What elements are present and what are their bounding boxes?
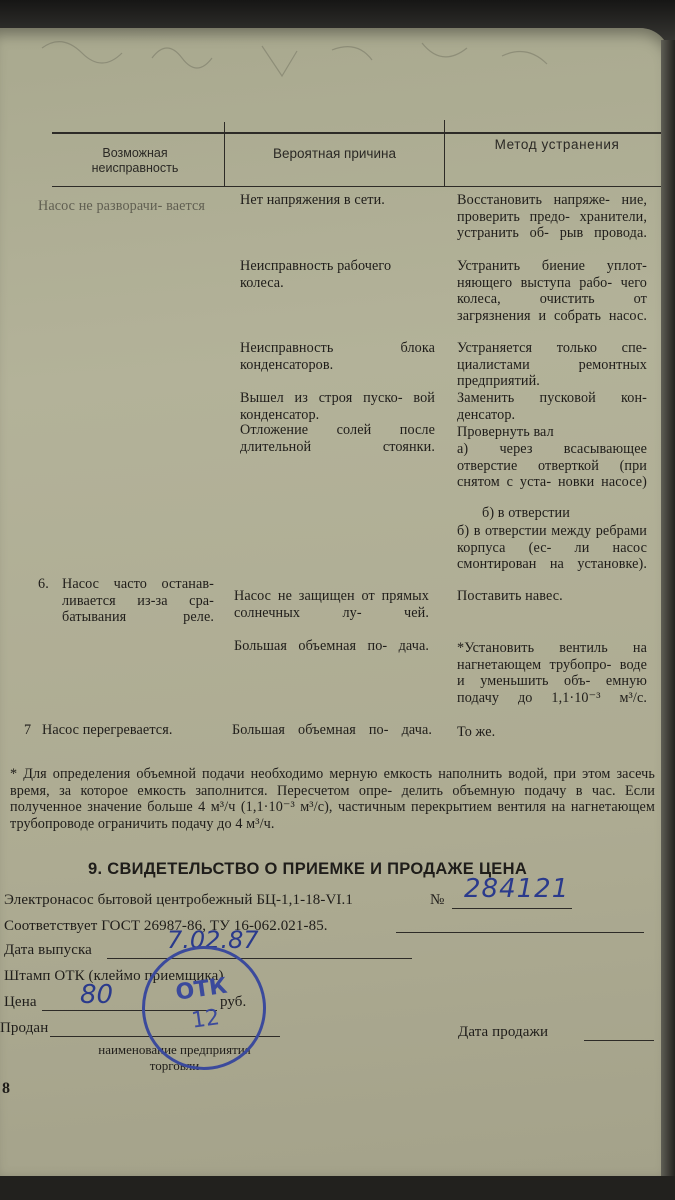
fault-5: Насос не разворачи- вается [38, 198, 205, 214]
price-label: Цена [4, 994, 37, 1010]
cause-5-4: Вышел из строя пуско- вой конденсатор. [240, 390, 435, 423]
remedy-5-5-c: б) в отверстии между ребрами корпуса (ес- ли насос смонтирован на установке). [457, 523, 647, 573]
table-header-rule [52, 186, 662, 187]
serial-line [452, 908, 572, 909]
remedy-5-5: Провернуть вал [457, 424, 554, 440]
price-unit: руб. [220, 994, 247, 1010]
serial-handwritten: 284121 [464, 874, 570, 904]
price-handwritten: 80 [80, 980, 114, 1010]
cause-5-2: Неисправность рабочего колеса. [240, 258, 392, 291]
page-number: 8 [2, 1080, 10, 1097]
certificate-heading: 9. СВИДЕТЕЛЬСТВО О ПРИЕМКЕ И ПРОДАЖЕ ЦЕНА [88, 860, 528, 878]
header-divider-2 [444, 120, 445, 186]
header-remedy: Метод устранения [494, 137, 620, 152]
remedy-5-3: Устраняется только спе- циалистами ремонтных предприятий. [457, 340, 647, 390]
footnote: * Для определения объемной подачи необходимо мерную емкость наполнить водой, при этом засечь время, за которое емкость заполнится. Пересчетом опре- делить объемную подачу в час. Если полученное значение больше 4 м³/ч (1,1·10⁻³ м³/с), частичным перекрытием вентиля на нагнетающем трубопроводе ограничить подачу до 4 м³/ч. [10, 766, 655, 832]
binding-shadow [661, 40, 675, 1200]
remedy-5-2: Устранить биение уплот- няющего выступа рабо- чего колеса, очистить от загрязнения и собрать насос. [457, 258, 647, 324]
number-label: № [430, 892, 445, 908]
sold-caption: наименование предприятия торговли [98, 1042, 251, 1073]
release-date-handwritten: 7.02.87 [167, 926, 259, 954]
table-top-rule [52, 132, 662, 134]
background-bottom [0, 1176, 675, 1200]
product-name: Электронасос бытовой центробежный БЦ-1,1-18-VI.1 [4, 892, 353, 908]
sale-date-line [584, 1040, 654, 1041]
fault-7: Насос перегревается. [42, 722, 173, 738]
release-date-label: Дата выпуска [4, 942, 92, 958]
header-divider-1 [224, 122, 225, 186]
remedy-6-2: *Установить вентиль на нагнетающем трубопро- воде и уменьшить объ- емную подачу до 1,1·10⁻³ м³/с. [457, 640, 647, 706]
fault-6: Насос часто останав- ливается из-за сра- батывания реле. [62, 576, 214, 626]
cause-6-1: Насос не защищен от прямых солнечных лу- чей. [234, 588, 429, 621]
conformity-line [396, 932, 644, 933]
cause-5-5: Отложение солей после длительной стоянки. [240, 422, 435, 455]
stamp-text-otk: ОТК [174, 973, 229, 1006]
row-number-6: 6. [38, 576, 49, 592]
cause-7-1: Большая объемная по- дача. [232, 722, 432, 738]
header-cause: Вероятная причина [273, 146, 396, 161]
cause-5-1: Нет напряжения в сети. [240, 192, 385, 208]
remedy-7-1: То же. [457, 724, 496, 740]
remedy-5-4: Заменить пусковой кон- денсатор. [457, 390, 647, 423]
conformity-text: Соответствует ГОСТ 26987-86, ТУ 16-062.021-85. [4, 918, 328, 934]
remedy-5-1: Восстановить напряже- ние, проверить предо- хранители, устранить об- рыв провода. [457, 192, 647, 242]
row-number-7: 7 [24, 722, 32, 738]
remedy-5-5-b: б) в отверстии [482, 505, 570, 521]
stamp-text-number: 12 [189, 1005, 222, 1034]
stamp-label: Штамп ОТК (клеймо приемщика) [4, 968, 224, 984]
remedy-5-5-a: а) через всасывающее отверстие отверткой (при снятом с уста- новки насосе) [457, 441, 647, 491]
cause-5-3: Неисправность блока конденсаторов. [240, 340, 435, 373]
release-date-line [107, 958, 412, 959]
remedy-6-1: Поставить навес. [457, 588, 563, 604]
cause-6-2: Большая объемная по- дача. [234, 638, 429, 654]
document-page [0, 28, 670, 1176]
header-fault: Возможная неисправность [91, 146, 179, 175]
sold-label: Продан [0, 1020, 49, 1036]
sale-date-label: Дата продажи [458, 1024, 549, 1040]
bleed-through-marks [2, 28, 642, 98]
